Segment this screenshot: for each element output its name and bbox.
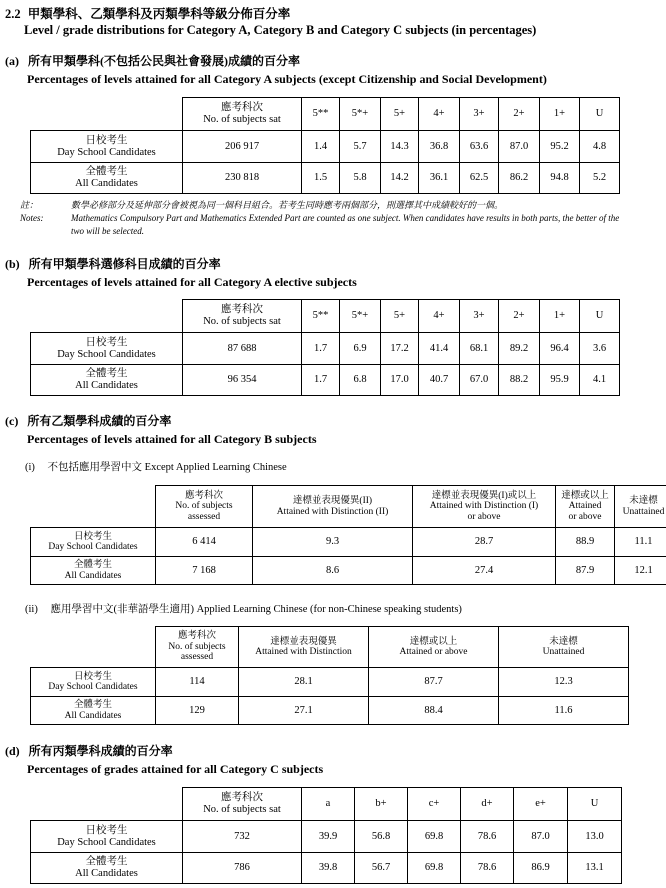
row-label: 全體考生 All Candidates: [31, 853, 183, 884]
table-cell: 39.8: [302, 853, 355, 884]
table-a-level-header: U: [580, 98, 620, 131]
table-a-level-header: 2+: [499, 98, 540, 131]
table-cell: 86.9: [514, 853, 568, 884]
table-a-level-header: 3+: [460, 98, 499, 131]
table-d-grade-header: d+: [461, 788, 514, 821]
table-cell: 9.3: [253, 528, 413, 557]
heading-title-en: Level / grade distributions for Category A, Category B and Category C subjects (in percentages): [24, 23, 537, 37]
table-cell: 1.7: [302, 333, 340, 365]
table-a: [30, 97, 620, 194]
table-b-level-header: 5*+: [340, 300, 381, 333]
table-b-header-row: [31, 300, 620, 333]
table-cell: 87.0: [499, 131, 540, 163]
table-cell: 87.0: [514, 821, 568, 853]
notes-label-zh: 註：: [20, 200, 39, 210]
table-cell: 69.8: [408, 821, 461, 853]
row-label: 全體考生 All Candidates: [31, 163, 183, 194]
table-cell: 63.6: [460, 131, 499, 163]
table-a-header-row: [31, 98, 620, 131]
row-label: 全體考生 All Candidates: [31, 365, 183, 396]
table-c-i-subjects-header: 應考科次 No. of subjects assessed: [156, 486, 253, 528]
table-b-subjects-header: 應考科次 No. of subjects sat: [183, 300, 302, 333]
section-a-marker: (a): [5, 54, 19, 68]
table-b-level-header: 3+: [460, 300, 499, 333]
table-a-level-header: 4+: [419, 98, 460, 131]
table-cell: 3.6: [580, 333, 620, 365]
subsection-c-i-heading: [25, 459, 287, 474]
table-row: [31, 697, 629, 725]
row-label: 日校考生 Day School Candidates: [31, 131, 183, 163]
table-cell: 86.2: [499, 163, 540, 194]
section-b-marker: (b): [5, 257, 20, 271]
table-cell: 89.2: [499, 333, 540, 365]
table-d-grade-header: U: [568, 788, 622, 821]
table-cell: 88.9: [556, 528, 615, 557]
table-cell: 87.7: [369, 668, 499, 697]
table-b-level-header: 4+: [419, 300, 460, 333]
table-cell: 6.8: [340, 365, 381, 396]
table-b: [30, 299, 620, 396]
table-cell: 5.8: [340, 163, 381, 194]
table-row: [31, 557, 666, 585]
table-cell: 78.6: [461, 853, 514, 884]
table-d-header-row: [31, 788, 622, 821]
table-a-corner: [31, 98, 183, 131]
table-d-subjects-header: 應考科次 No. of subjects sat: [183, 788, 302, 821]
subsection-c-i-marker: (i): [25, 462, 35, 473]
table-c-i-header-row: [31, 486, 666, 528]
table-cell: 27.4: [413, 557, 556, 585]
table-a-subjects-header: 應考科次 No. of subjects sat: [183, 98, 302, 131]
table-cell: 69.8: [408, 853, 461, 884]
section-a-heading: [5, 52, 547, 87]
table-cell: 36.1: [419, 163, 460, 194]
section-a-title-en: Percentages of levels attained for all Category A subjects (except Citizenship and Social Development): [27, 72, 547, 86]
table-cell: 11.1: [615, 528, 666, 557]
table-cell: 1.5: [302, 163, 340, 194]
section-a-title-zh: 所有甲類學科(不包括公民與社會發展)成績的百分率: [28, 54, 300, 68]
table-cell: 96.4: [540, 333, 580, 365]
table-cell: 17.2: [381, 333, 419, 365]
notes-text-zh: 數學必修部分及延伸部分會被視為同一個科目組合。若考生同時應考兩個部分，則選擇其中成績較好的一個。: [71, 200, 504, 210]
table-cell: 11.6: [499, 697, 629, 725]
subjects-count: 206 917: [183, 131, 302, 163]
row-label: 日校考生 Day School Candidates: [31, 821, 183, 853]
section-b-heading: [5, 255, 357, 290]
table-cell: 13.0: [568, 821, 622, 853]
table-row: [31, 528, 666, 557]
section-c-title-zh: 所有乙類學科成績的百分率: [27, 414, 172, 428]
table-c-i: [30, 485, 666, 585]
table-cell: 95.9: [540, 365, 580, 396]
table-cell: 40.7: [419, 365, 460, 396]
table-cell: 28.7: [413, 528, 556, 557]
table-c-ii-subjects-header: 應考科次 No. of subjects assessed: [156, 627, 239, 668]
subjects-count: 732: [183, 821, 302, 853]
table-cell: 6.9: [340, 333, 381, 365]
subsection-c-i-title: 不包括應用學習中文 Except Applied Learning Chinese: [47, 462, 287, 473]
main-heading: [5, 4, 536, 38]
subjects-count: 230 818: [183, 163, 302, 194]
table-d-grade-header: b+: [355, 788, 408, 821]
table-d-grade-header: c+: [408, 788, 461, 821]
subsection-c-ii-heading: [25, 601, 462, 616]
table-cell: 12.1: [615, 557, 666, 585]
row-label: 日校考生 Day School Candidates: [31, 528, 156, 557]
section-d-title-zh: 所有丙類學科成績的百分率: [28, 744, 173, 758]
table-row: [31, 163, 620, 194]
table-cell: 87.9: [556, 557, 615, 585]
table-c-i-attained-header: 達標或以上 Attained or above: [556, 486, 615, 528]
notes-label-en: Notes:: [20, 213, 44, 223]
section-c-heading: [5, 412, 317, 447]
subjects-count: 96 354: [183, 365, 302, 396]
table-b-level-header: 5**: [302, 300, 340, 333]
table-c-ii-attained-header: 達標或以上 Attained or above: [369, 627, 499, 668]
table-d-grade-header: a: [302, 788, 355, 821]
table-cell: 13.1: [568, 853, 622, 884]
subjects-count: 7 168: [156, 557, 253, 585]
section-c-marker: (c): [5, 414, 19, 428]
subjects-count: 87 688: [183, 333, 302, 365]
table-cell: 17.0: [381, 365, 419, 396]
table-row: [31, 333, 620, 365]
section-d-marker: (d): [5, 744, 20, 758]
heading-number: 2.2: [5, 7, 21, 21]
table-row: [31, 821, 622, 853]
table-d: [30, 787, 622, 884]
table-row: [31, 668, 629, 697]
table-cell: 41.4: [419, 333, 460, 365]
table-row: [31, 365, 620, 396]
table-cell: 95.2: [540, 131, 580, 163]
section-d-heading: [5, 742, 323, 777]
table-cell: 5.2: [580, 163, 620, 194]
subjects-count: 129: [156, 697, 239, 725]
table-c-ii-unattained-header: 未達標 Unattained: [499, 627, 629, 668]
table-a-level-header: 5**: [302, 98, 340, 131]
section-d-title-en: Percentages of grades attained for all Category C subjects: [27, 762, 324, 776]
table-cell: 8.6: [253, 557, 413, 585]
table-cell: 56.7: [355, 853, 408, 884]
table-c-ii-corner: [31, 627, 156, 668]
subjects-count: 6 414: [156, 528, 253, 557]
table-cell: 36.8: [419, 131, 460, 163]
section-b-title-zh: 所有甲類學科選修科目成績的百分率: [28, 257, 221, 271]
table-b-level-header: 1+: [540, 300, 580, 333]
table-cell: 88.4: [369, 697, 499, 725]
table-row: [31, 131, 620, 163]
table-cell: 94.8: [540, 163, 580, 194]
table-cell: 68.1: [460, 333, 499, 365]
table-cell: 62.5: [460, 163, 499, 194]
table-d-corner: [31, 788, 183, 821]
table-c-ii-header-row: [31, 627, 629, 668]
table-c-i-corner: [31, 486, 156, 528]
table-cell: 4.8: [580, 131, 620, 163]
table-c-ii-distinction-header: 達標並表現優異 Attained with Distinction: [239, 627, 369, 668]
table-a-level-header: 5*+: [340, 98, 381, 131]
table-row: [31, 853, 622, 884]
table-cell: 88.2: [499, 365, 540, 396]
table-cell: 28.1: [239, 668, 369, 697]
subjects-count: 786: [183, 853, 302, 884]
table-b-corner: [31, 300, 183, 333]
table-c-i-unattained-header: 未達標 Unattained: [615, 486, 666, 528]
subsection-c-ii-title: 應用學習中文(非華語學生適用) Applied Learning Chinese (for non-Chinese speaking students): [50, 604, 462, 615]
subjects-count: 114: [156, 668, 239, 697]
table-a-level-header: 1+: [540, 98, 580, 131]
table-cell: 5.7: [340, 131, 381, 163]
table-cell: 1.4: [302, 131, 340, 163]
table-b-level-header: 2+: [499, 300, 540, 333]
row-label: 全體考生 All Candidates: [31, 557, 156, 585]
table-cell: 12.3: [499, 668, 629, 697]
table-cell: 14.2: [381, 163, 419, 194]
table-cell: 14.3: [381, 131, 419, 163]
subsection-c-ii-marker: (ii): [25, 604, 38, 615]
notes: [20, 199, 640, 239]
row-label: 日校考生 Day School Candidates: [31, 333, 183, 365]
table-cell: 78.6: [461, 821, 514, 853]
section-b-title-en: Percentages of levels attained for all Category A elective subjects: [27, 275, 357, 289]
table-cell: 67.0: [460, 365, 499, 396]
section-c-title-en: Percentages of levels attained for all Category B subjects: [27, 432, 317, 446]
table-cell: 56.8: [355, 821, 408, 853]
notes-text-en: Mathematics Compulsory Part and Mathematics Extended Part are counted as one subject. When candidates have results in both parts, the better of the two will be selected.: [71, 213, 620, 236]
table-cell: 27.1: [239, 697, 369, 725]
table-b-level-header: 5+: [381, 300, 419, 333]
table-cell: 4.1: [580, 365, 620, 396]
table-d-grade-header: e+: [514, 788, 568, 821]
table-c-i-distinction-i-header: 達標並表現優異(I)或以上 Attained with Distinction (I) or above: [413, 486, 556, 528]
row-label: 全體考生 All Candidates: [31, 697, 156, 725]
heading-title-zh: 甲類學科、乙類學科及丙類學科等級分佈百分率: [27, 7, 291, 21]
table-b-level-header: U: [580, 300, 620, 333]
table-c-ii: [30, 626, 629, 725]
row-label: 日校考生 Day School Candidates: [31, 668, 156, 697]
table-cell: 39.9: [302, 821, 355, 853]
table-c-i-distinction-ii-header: 達標並表現優異(II) Attained with Distinction (II): [253, 486, 413, 528]
table-a-level-header: 5+: [381, 98, 419, 131]
table-cell: 1.7: [302, 365, 340, 396]
